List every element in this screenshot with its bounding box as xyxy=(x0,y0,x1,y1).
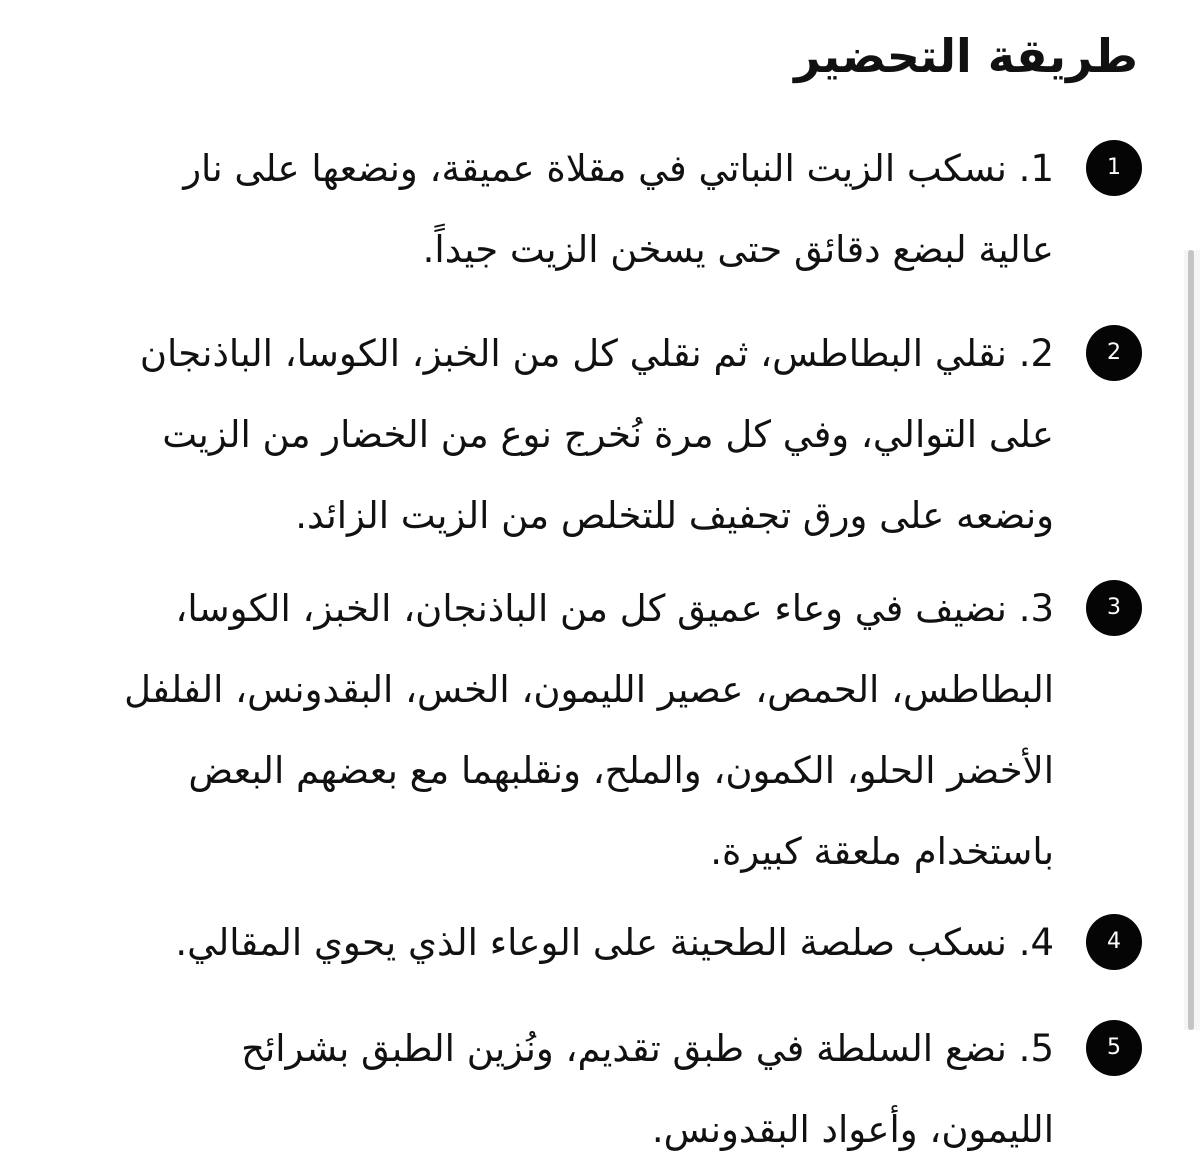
step-text-line: عالية لبضع دقائق حتى يسخن الزيت جيداً. xyxy=(422,228,1054,271)
step-text xyxy=(64,128,1054,290)
step-text-line: باستخدام ملعقة كبيرة. xyxy=(710,830,1054,873)
step-text-line: الأخضر الحلو، الكمون، والملح، ونقلبهما مع بعضهم البعض xyxy=(188,749,1054,792)
step-text-line: على التوالي، وفي كل مرة نُخرج نوع من الخضار من الزيت xyxy=(162,413,1054,456)
step-text-line: ونضعه على ورق تجفيف للتخلص من الزيت الزائد. xyxy=(295,494,1054,537)
page-title: طريقة التحضير xyxy=(794,29,1138,83)
step-text-line: 4. نسكب صلصة الطحينة على الوعاء الذي يحوي المقالي. xyxy=(175,921,1054,964)
step-text-line: البطاطس، الحمص، عصير الليمون، الخس، البقدونس، الفلفل xyxy=(124,668,1054,711)
step-text xyxy=(64,568,1054,892)
step-text-line: 1. نسكب الزيت النباتي في مقلاة عميقة، ونضعها على نار xyxy=(183,147,1054,190)
step-number-badge: 5 xyxy=(1086,1020,1142,1076)
step-text-line: الليمون، وأعواد البقدونس. xyxy=(651,1108,1054,1151)
step-text-line: 2. نقلي البطاطس، ثم نقلي كل من الخبز، الكوسا، الباذنجان xyxy=(139,332,1054,375)
step-number-badge: 2 xyxy=(1086,325,1142,381)
step-text xyxy=(64,313,1054,556)
step-text xyxy=(64,1008,1054,1166)
step-number-badge: 4 xyxy=(1086,914,1142,970)
scrollbar-track[interactable] xyxy=(1184,250,1200,1030)
step-text-line: 3. نضيف في وعاء عميق كل من الباذنجان، الخبز، الكوسا، xyxy=(175,587,1054,630)
step-text-line: 5. نضع السلطة في طبق تقديم، ونُزين الطبق بشرائح xyxy=(241,1027,1054,1070)
scrollbar-thumb[interactable] xyxy=(1188,250,1194,1030)
step-number-badge: 1 xyxy=(1086,140,1142,196)
step-number-badge: 3 xyxy=(1086,580,1142,636)
step-text xyxy=(64,902,1054,983)
